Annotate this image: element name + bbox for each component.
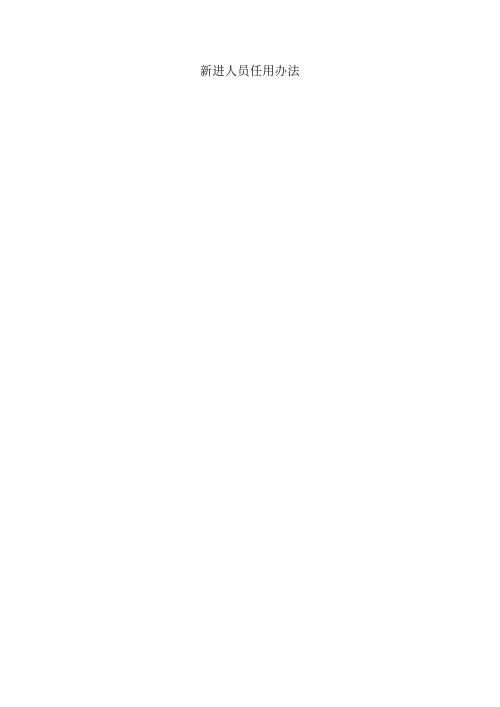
document-title: 新进人员任用办法 (199, 64, 300, 78)
